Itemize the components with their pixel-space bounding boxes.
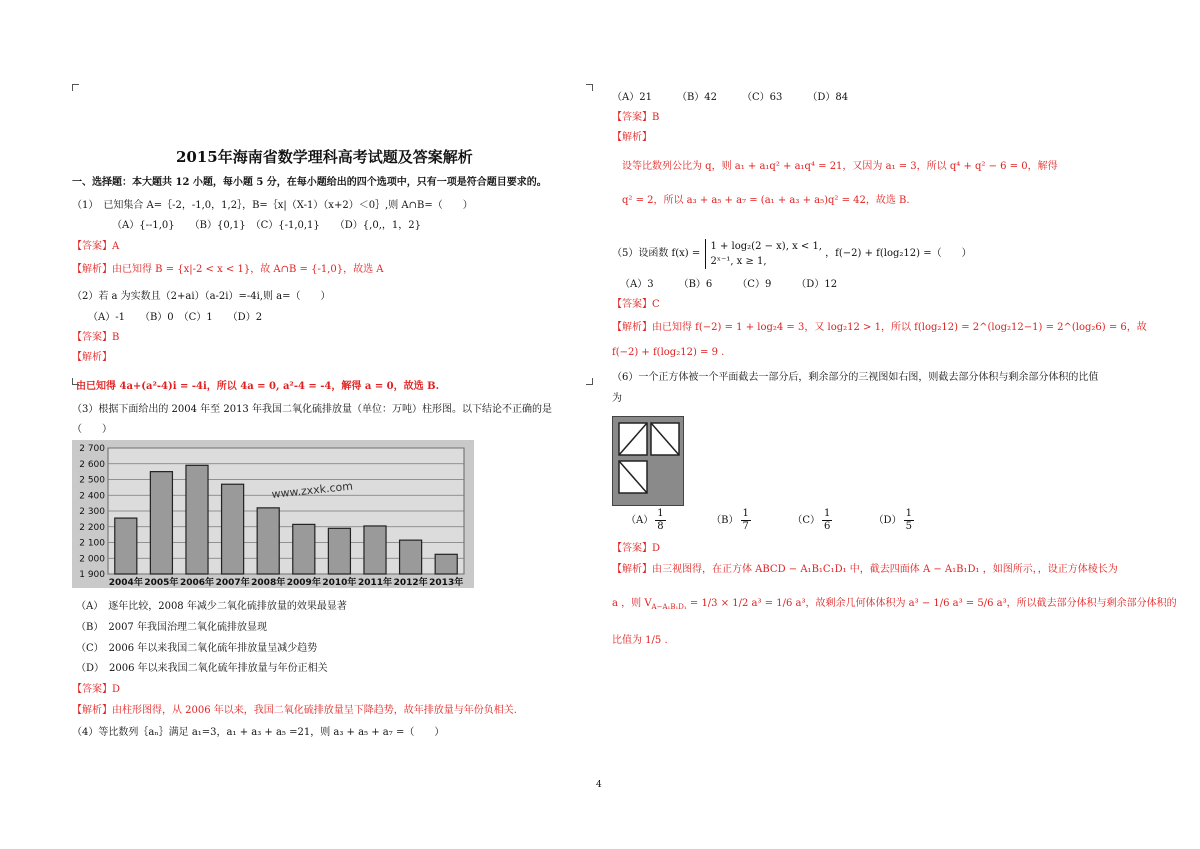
q5-analysis-1 xyxy=(612,321,1147,335)
denominator: 5 xyxy=(905,521,912,532)
q2-analysis: 由已知得 4a+(a²-4)i = -4i，所以 4a = 0, a²-4 = -4，解得 a = 0，故选 B. xyxy=(76,381,440,392)
option-label: （A） xyxy=(626,515,654,526)
q2-options: （A）-1 （B）0 （C）1 （D）2 xyxy=(88,312,263,323)
q3-option-c: （C） 2006 年以来我国二氧化硫年排放量呈减少趋势 xyxy=(76,643,318,654)
q1-options: （A）{--1,0} （B）{0,1} （C）{-1,0,1} （D）{,0,，1，2} xyxy=(112,220,421,231)
numerator: 1 xyxy=(657,508,664,519)
chart-svg xyxy=(72,440,474,588)
q6-option-c xyxy=(792,508,870,533)
three-view-svg xyxy=(613,417,683,505)
q5-answer: 【答案】C xyxy=(612,299,660,310)
x-tick-label: 2006年 xyxy=(179,578,215,588)
q6-analysis-2 xyxy=(612,597,1177,614)
q3-answer: 【答案】D xyxy=(72,684,121,695)
q5-options: （A）3 （B）6 （C）9 （D）12 xyxy=(620,279,838,290)
bar xyxy=(364,526,386,574)
q2-answer: 【答案】B xyxy=(72,332,120,343)
q4-analysis-2: q² = 2，所以 a₃ + a₅ + a₇ = (a₁ + a₃ + a₅)q² = 42，故选 B. xyxy=(622,195,910,206)
y-tick-label: 2 300 xyxy=(79,507,105,517)
watermark-text: www.zxxk.com xyxy=(270,479,354,501)
bar xyxy=(435,554,457,574)
fraction xyxy=(741,508,751,533)
q6-stem-2: 为 xyxy=(612,393,622,404)
numerator: 1 xyxy=(742,508,749,519)
q1-stem: （1） 已知集合 A=｛-2，-1,0，1,2｝，B=｛x|（X-1）（x+2）＜0｝,则 A∩B=（ ） xyxy=(72,200,473,211)
q3-stem-blank: （ ） xyxy=(72,424,112,435)
x-tick-label: 2009年 xyxy=(286,578,321,588)
q4-stem: （4）等比数列｛aₙ｝满足 a₁=3，a₁ + a₃ + a₅ =21，则 a₃ + a₅ + a₇ =（ ） xyxy=(72,727,445,738)
q4-analysis-label: 【解析】 xyxy=(612,132,652,143)
bar xyxy=(328,528,350,574)
fraction xyxy=(655,508,665,533)
volume-subscript: A−A₁B₁D₁ xyxy=(651,603,687,611)
fraction xyxy=(822,508,832,533)
q2-analysis-label: 【解析】 xyxy=(72,352,112,363)
analysis-label: 【解析】 xyxy=(72,705,112,716)
x-tick-label: 2011年 xyxy=(357,578,393,588)
q5-case-1: 1 + log₂(2 − x), x < 1, xyxy=(710,240,822,252)
analysis-label: 【解析】 xyxy=(612,322,652,333)
analysis-text: 由已知得 f(−2) = 1 + log₂4 = 3，又 log₂12 > 1，所以 f(log₂12) = 2^(log₂12−1) = 2^(log₂6) = 6，故 xyxy=(652,322,1147,333)
q3-stem: （3）根据下面给出的 2004 年至 2013 年我国二氧化硫排放量（单位：万吨）柱形图。以下结论不正确的是 xyxy=(72,404,552,415)
q6-option-a xyxy=(626,508,708,533)
denominator: 8 xyxy=(657,521,664,532)
q3-option-b: （B） 2007 年我国治理二氧化硫排放显现 xyxy=(76,622,267,633)
numerator: 1 xyxy=(824,508,831,519)
q3-analysis xyxy=(72,704,517,718)
x-tick-label: 2007年 xyxy=(215,578,250,588)
y-tick-label: 2 500 xyxy=(79,475,105,486)
bar xyxy=(257,508,279,574)
numerator: 1 xyxy=(905,508,912,519)
option-label: （C） xyxy=(792,515,821,526)
q4-options: （A）21 （B）42 （C）63 （D）84 xyxy=(612,92,849,103)
y-tick-label: 2 000 xyxy=(79,554,105,565)
page-title: 2015年海南省数学理科高考试题及答案解析 xyxy=(176,148,473,166)
q5-piecewise xyxy=(705,239,822,269)
q2-stem: （2）若 a 为实数且（2+ai）（a-2i）=-4i,则 a=（ ） xyxy=(72,291,331,302)
x-tick-label: 2005年 xyxy=(144,578,179,588)
x-tick-label: 2008年 xyxy=(251,578,286,588)
x-tick-label: 2004年 xyxy=(108,578,143,588)
y-tick-label: 1 900 xyxy=(79,570,105,580)
q5-case-2: 2ˣ⁻¹, x ≥ 1, xyxy=(710,255,767,267)
x-tick-label: 2013年 xyxy=(429,578,464,588)
denominator: 7 xyxy=(742,521,749,532)
q5-stem-suffix: ，f(−2) + f(log₂12) =（ ） xyxy=(825,248,972,259)
analysis-label: 【解析】 xyxy=(72,264,112,275)
y-tick-label: 2 600 xyxy=(79,459,105,470)
analysis-text: 由柱形图得，从 2006 年以来，我国二氧化硫排放量呈下降趋势，故年排放量与年份负相关. xyxy=(112,705,517,716)
x-tick-label: 2010年 xyxy=(322,578,357,588)
denominator: 6 xyxy=(824,521,831,532)
q3-option-d: （D） 2006 年以来我国二氧化硫年排放量与年份正相关 xyxy=(76,663,328,674)
q6-answer: 【答案】D xyxy=(612,543,661,554)
q5-analysis-2: f(−2) + f(log₂12) = 9 . xyxy=(612,347,725,358)
q6-option-d xyxy=(874,508,952,533)
analysis-label: 【解析】 xyxy=(612,564,652,575)
analysis-mid: = 1/3 × 1/2 a³ = 1/6 a³，故剩余几何体体积为 a³ − 1/6 a³ = 5/6 a³，所以截去部分体积与剩余部分体积的 xyxy=(689,598,1177,609)
y-tick-label: 2 400 xyxy=(79,491,105,502)
q6-analysis-3: 比值为 1/5 . xyxy=(612,635,668,646)
analysis-prefix: a ，则 V xyxy=(612,598,652,609)
crop-mark xyxy=(72,84,79,91)
q1-answer: 【答案】A xyxy=(72,241,120,252)
bar-chart xyxy=(72,440,474,588)
fraction xyxy=(904,508,914,533)
q5-stem-prefix: （5）设函数 f(x) = xyxy=(612,248,701,259)
crop-mark xyxy=(586,84,593,91)
q4-analysis-1: 设等比数列公比为 q，则 a₁ + a₁q² + a₁q⁴ = 21，又因为 a₁ = 3，所以 q⁴ + q² − 6 = 0，解得 xyxy=(622,161,1058,172)
page-number: 4 xyxy=(596,780,602,790)
bar xyxy=(186,465,208,574)
bar xyxy=(150,472,172,574)
y-tick-label: 2 700 xyxy=(79,444,105,454)
three-view-figure xyxy=(612,416,684,506)
crop-mark xyxy=(586,378,593,385)
analysis-text: 由三视图得，在正方体 ABCD − A₁B₁C₁D₁ 中，截去四面体 A − A₁B₁D₁ ，如图所示，，设正方体棱长为 xyxy=(652,564,1118,575)
option-label: （B） xyxy=(711,515,739,526)
bar xyxy=(400,540,422,574)
q1-analysis xyxy=(72,263,383,277)
y-tick-label: 2 200 xyxy=(79,522,105,533)
section-heading: 一、选择题：本大题共 12 小题，每小题 5 分，在每小题给出的四个选项中，只有一项是符合题目要求的。 xyxy=(72,177,547,188)
q5-stem xyxy=(612,236,972,272)
bar xyxy=(222,484,244,574)
q6-stem: （6）一个正方体被一个平面截去一部分后，剩余部分的三视图如右图，则截去部分体积与剩余部分体积的比值 xyxy=(612,372,1099,383)
y-tick-label: 2 100 xyxy=(79,538,105,549)
q3-option-a: （A） 逐年比较，2008 年减少二氧化硫排放量的效果最显著 xyxy=(76,601,347,612)
q6-option-b xyxy=(711,508,789,533)
bar xyxy=(293,524,315,574)
q6-options xyxy=(626,508,952,532)
x-tick-label: 2012年 xyxy=(393,578,428,588)
option-label: （D） xyxy=(873,515,902,526)
analysis-text: 由已知得 B = {x|-2 < x < 1}，故 A∩B = {-1,0}，故选 A xyxy=(112,264,384,275)
q4-answer: 【答案】B xyxy=(612,112,660,123)
q6-analysis-1 xyxy=(612,563,1118,577)
bar xyxy=(115,518,137,574)
